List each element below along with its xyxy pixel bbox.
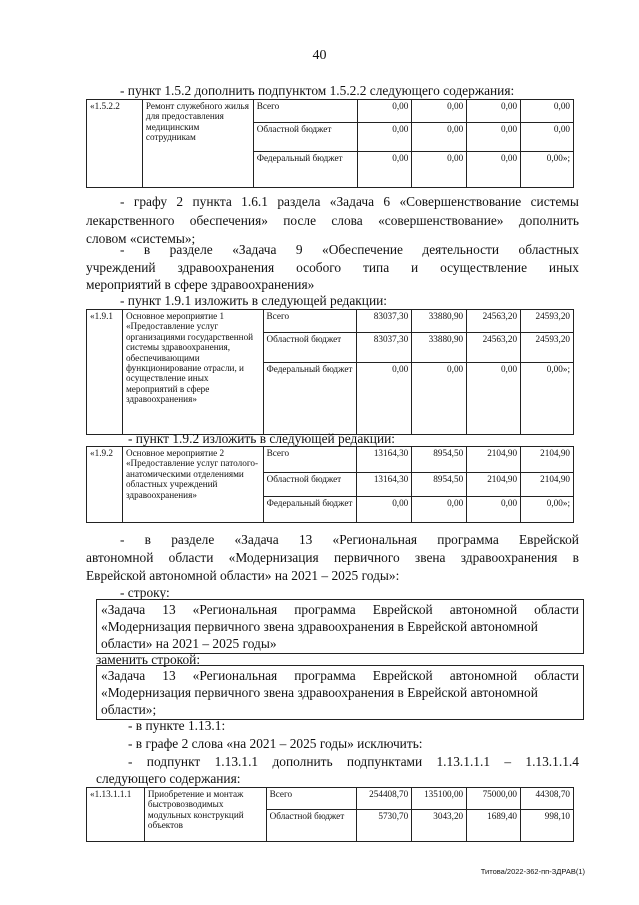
row-label: Федеральный бюджет [263,363,357,435]
row-name: Ремонт служебного жилья для предоставления медицинским сотрудникам [142,100,253,188]
paragraph-task-13-line-1: - в разделе «Задача 13 «Региональная программа Еврейской [120,532,579,547]
paragraph-task-9-line-3: мероприятий в сфере здравоохранения» [86,277,315,292]
row-code: «1.13.1.1.1 [87,788,145,842]
value-cell: 0,00 [412,363,467,435]
paragraph-item-1-5-2: - пункт 1.5.2 дополнить подпунктом 1.5.2.2 следующего содержания: [120,83,515,98]
paragraph-task-13-line-3: Еврейской автономной области» на 2021 – 2025 годы»: [86,568,400,583]
value-cell: 75000,00 [467,788,521,810]
value-cell: 33880,90 [412,333,467,363]
paragraph-subitem-line-2: следующего содержания: [96,771,241,786]
value-cell: 0,00 [412,497,467,523]
quoted-row-new-line-3: области»; [101,702,157,717]
paragraph-task-9-line-1: - в разделе «Задача 9 «Обеспечение деятельности областных [120,242,579,257]
value-cell: 8954,50 [412,473,467,497]
value-cell: 0,00 [357,123,412,152]
value-cell: 2104,90 [521,447,574,473]
value-cell: 0,00»; [521,497,574,523]
quoted-row-new-line-2: «Модернизация первичного звена здравоохранения в Еврейской автономной [101,685,538,700]
value-cell: 13164,30 [357,473,412,497]
value-cell: 83037,30 [357,333,412,363]
value-cell: 0,00 [467,363,521,435]
value-cell: 3043,20 [412,810,467,842]
row-label: Федеральный бюджет [263,497,357,523]
value-cell: 24563,20 [467,310,521,333]
row-label: Всего [253,100,357,123]
table-1-13-1-1-1 [86,787,574,842]
value-cell: 2104,90 [521,473,574,497]
quoted-row-new-line-1: «Задача 13 «Региональная программа Еврейской автономной области [101,668,579,683]
value-cell: 0,00»; [521,363,574,435]
quoted-row-old-line-2: «Модернизация первичного звена здравоохранения в Еврейской автономной [101,619,538,634]
value-cell: 998,10 [521,810,574,842]
row-label: Областной бюджет [266,810,357,842]
value-cell: 0,00 [467,497,521,523]
quoted-row-old [96,599,584,654]
value-cell: 0,00 [412,123,467,152]
row-label: Областной бюджет [253,123,357,152]
paragraph-column-2: - в графе 2 слова «на 2021 – 2025 годы» исключить: [128,736,423,751]
value-cell: 8954,50 [412,447,467,473]
value-cell: 0,00 [357,363,412,435]
quoted-row-old-line-1: «Задача 13 «Региональная программа Еврейской автономной области [101,602,579,617]
paragraph-item-1-9-2: - пункт 1.9.2 изложить в следующей редакции: [128,431,396,446]
value-cell: 0,00 [521,123,574,152]
value-cell: 0,00 [357,497,412,523]
paragraph-subitem-line-1: - подпункт 1.13.1.1 дополнить подпунктами 1.13.1.1.1 – 1.13.1.1.4 [128,754,579,769]
value-cell: 24563,20 [467,333,521,363]
table-1-9-1 [86,309,574,435]
paragraph-line-label: - строку: [120,585,170,600]
value-cell: 0,00 [412,152,467,188]
row-name: Основное мероприятие 1 «Предоставление услуг организациями государственной системы здравоохранения, обеспечивающими функционирование отрасли, и осуществление иных мероприятий в сфере здравоохранения» [122,310,263,435]
value-cell: 0,00 [467,152,521,188]
value-cell: 0,00 [357,100,412,123]
value-cell: 254408,70 [357,788,412,810]
value-cell: 0,00»; [521,152,574,188]
row-label: Областной бюджет [263,473,357,497]
value-cell: 0,00 [357,152,412,188]
row-code: «1.9.1 [87,310,123,435]
value-cell: 5730,70 [357,810,412,842]
value-cell: 83037,30 [357,310,412,333]
value-cell: 2104,90 [467,447,521,473]
value-cell: 44308,70 [521,788,574,810]
paragraph-item-1-9-1: - пункт 1.9.1 изложить в следующей редакции: [120,293,388,308]
paragraph-task-9-line-2: учреждений здравоохранения особого типа и осуществление иных [86,260,579,275]
quoted-row-new [96,665,584,720]
page-number: 40 [312,48,327,63]
value-cell: 0,00 [412,100,467,123]
value-cell: 1689,40 [467,810,521,842]
row-label: Всего [266,788,357,810]
paragraph-task-13-line-2: автономной области «Модернизация первичного звена здравоохранения в [86,550,579,565]
value-cell: 135100,00 [412,788,467,810]
row-label: Всего [263,310,357,333]
row-label: Федеральный бюджет [253,152,357,188]
table-1-5-2-2 [86,99,574,188]
value-cell: 0,00 [467,100,521,123]
row-code: «1.5.2.2 [87,100,143,188]
paragraph-replace-with: заменить строкой: [96,652,201,667]
value-cell: 2104,90 [467,473,521,497]
paragraph-1-6-1-line-2: лекарственного обеспечения» после слова «совершенствование» дополнить [86,213,579,228]
document-footer: Титова/2022-362-пп-ЗДРАВ(1) [480,867,585,876]
value-cell: 13164,30 [357,447,412,473]
table-1-9-2 [86,446,574,523]
value-cell: 33880,90 [412,310,467,333]
row-label: Областной бюджет [263,333,357,363]
value-cell: 24593,20 [521,333,574,363]
value-cell: 0,00 [521,100,574,123]
value-cell: 0,00 [467,123,521,152]
value-cell: 24593,20 [521,310,574,333]
row-code: «1.9.2 [87,447,123,523]
row-name: Основное мероприятие 2 «Предоставление услуг патолого-анатомическими отделениями областных учреждений здравоохранения» [122,447,263,523]
quoted-row-old-line-3: области» на 2021 – 2025 годы» [101,636,277,651]
paragraph-1-6-1-line-1: - графу 2 пункта 1.6.1 раздела «Задача 6 «Совершенствование системы [120,194,579,209]
paragraph-item-1-13-1: - в пункте 1.13.1: [128,718,226,733]
row-name: Приобретение и монтаж быстровозводимых модульных конструкций объектов [144,788,266,842]
paragraph-1-6-1-line-3: словом «системы»; [86,231,196,246]
row-label: Всего [263,447,357,473]
